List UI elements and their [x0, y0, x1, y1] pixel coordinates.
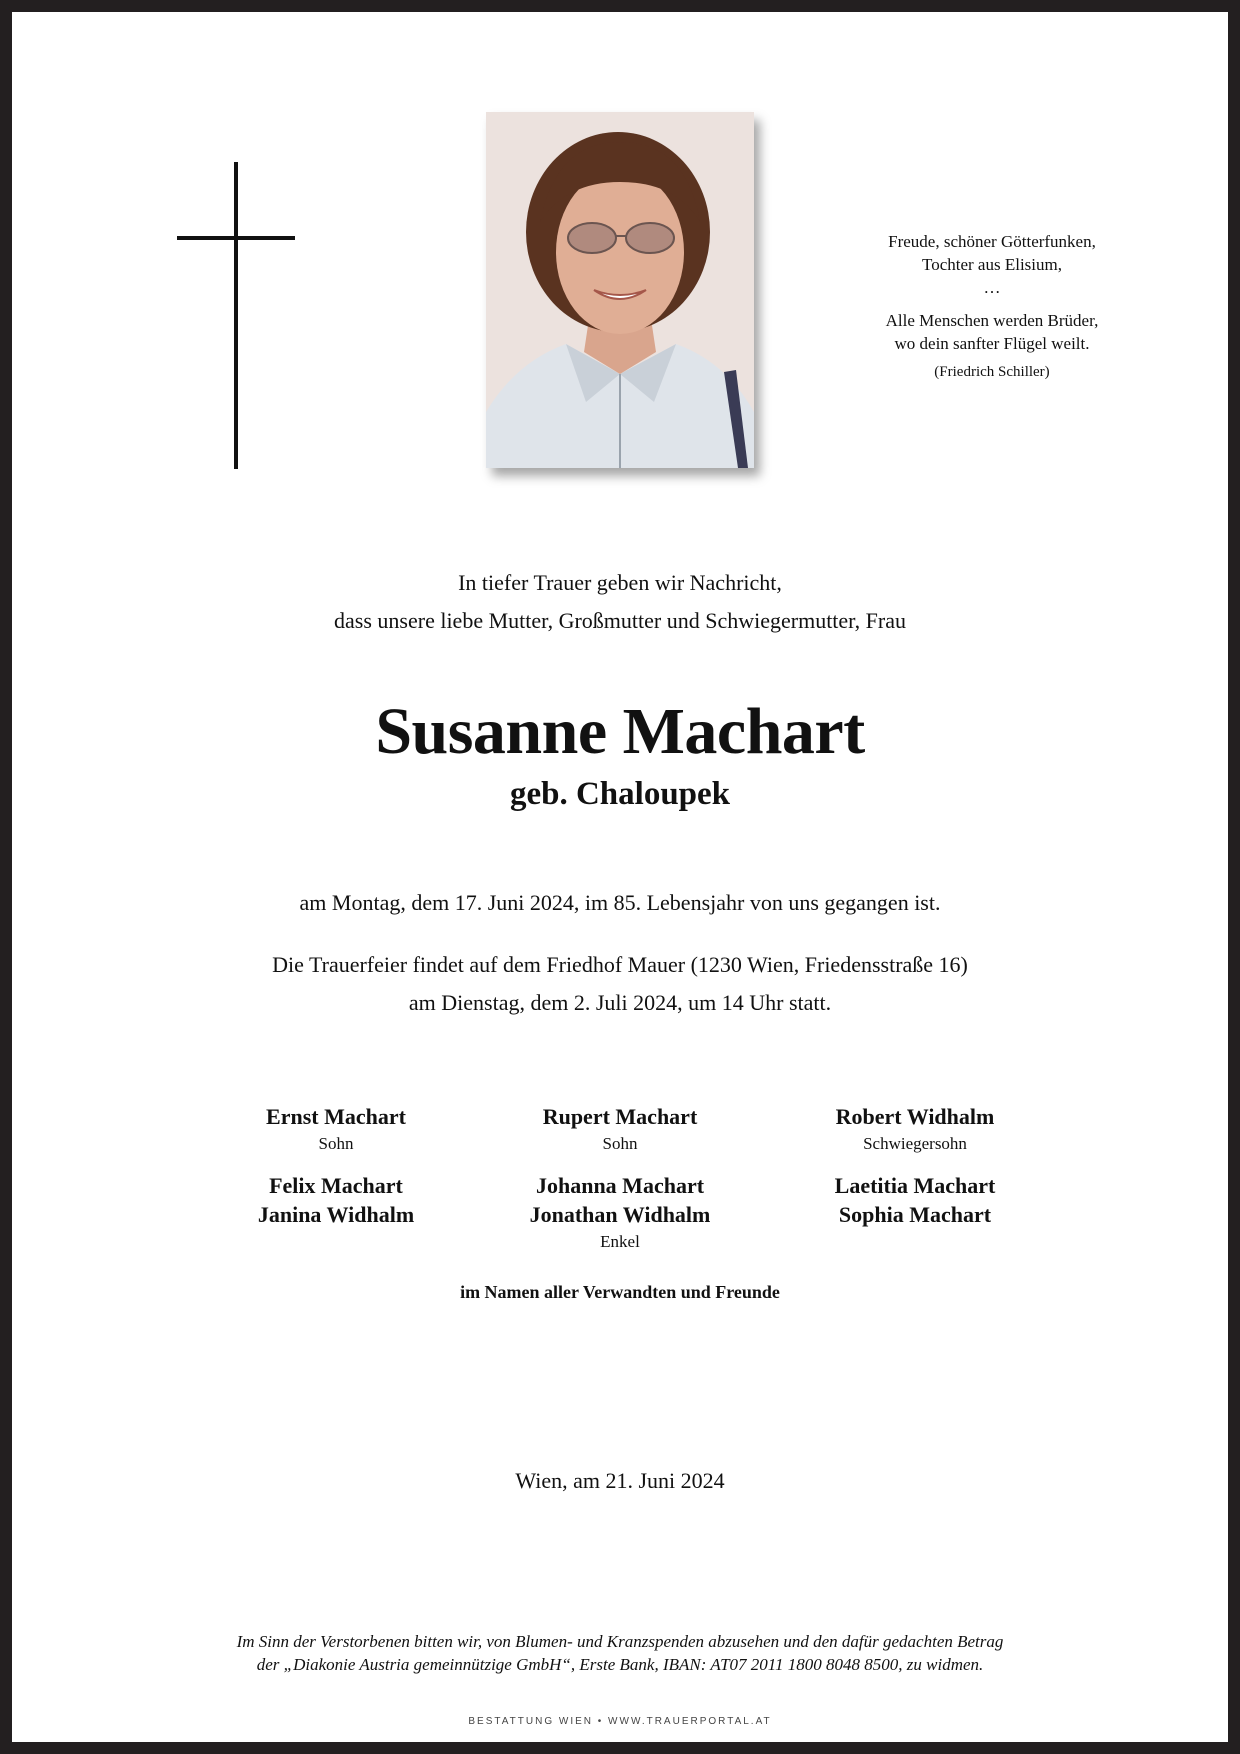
mourner-name: Felix Machart	[269, 1173, 403, 1198]
service-line: Die Trauerfeier findet auf dem Friedhof Mauer (1230 Wien, Friedensstraße 16)	[272, 952, 968, 977]
mourner-name: Rupert Machart	[542, 1104, 698, 1129]
mourner-name: Laetitia Machart	[834, 1173, 996, 1198]
poem-line: wo dein sanfter Flügel weilt.	[894, 334, 1090, 353]
intro-line: In tiefer Trauer geben wir Nachricht,	[458, 570, 782, 595]
donation-request	[12, 1630, 1228, 1676]
intro-text	[12, 564, 1228, 640]
mourner-relation: Sohn	[602, 1134, 638, 1153]
poem-line: Freude, schöner Götterfunken,	[888, 232, 1096, 251]
footer-credit: BESTATTUNG WIEN • WWW.TRAUERPORTAL.AT	[468, 1716, 772, 1727]
mourners-column-3	[735, 1102, 1095, 1229]
mourner-relation: Schwiegersohn	[863, 1134, 967, 1153]
mourner-name: Ernst Machart	[266, 1104, 406, 1129]
obituary-page	[12, 12, 1228, 1742]
poem-author: (Friedrich Schiller)	[934, 364, 1050, 380]
mourner-name: Johanna Machart	[535, 1173, 705, 1198]
maiden-name: geb. Chaloupek	[509, 776, 731, 812]
service-info	[12, 946, 1228, 1022]
donation-line: Im Sinn der Verstorbenen bitten wir, von Blumen- und Kranzspenden abzusehen und den dafür gedachten Betrag	[236, 1632, 1004, 1651]
service-line: am Dienstag, dem 2. Juli 2024, um 14 Uhr statt.	[408, 990, 832, 1015]
donation-line: der „Diakonie Austria gemeinnützige GmbH“, Erste Bank, IBAN: AT07 2011 1800 8048 8500, zu widmen.	[256, 1655, 984, 1674]
death-notice: am Montag, dem 17. Juni 2024, im 85. Lebensjahr von uns gegangen ist.	[299, 890, 941, 915]
portrait-photo	[486, 112, 754, 468]
on-behalf-line: im Namen aller Verwandten und Freunde	[460, 1282, 780, 1302]
mourner-relation: Enkel	[600, 1232, 640, 1251]
poem-line: …	[983, 278, 1001, 297]
intro-line: dass unsere liebe Mutter, Großmutter und Schwiegermutter, Frau	[334, 608, 906, 633]
poem-line: Tochter aus Elisium,	[922, 255, 1062, 274]
deceased-name: Susanne Machart	[375, 695, 865, 768]
mourner-name: Sophia Machart	[838, 1202, 992, 1227]
poem-quote	[842, 230, 1142, 384]
mourner-name: Robert Widhalm	[835, 1104, 995, 1129]
poem-line: Alle Menschen werden Brüder,	[885, 311, 1099, 330]
mourner-name: Jonathan Widhalm	[529, 1202, 711, 1227]
mourner-relation: Sohn	[318, 1134, 354, 1153]
mourner-name: Janina Widhalm	[257, 1202, 415, 1227]
place-date: Wien, am 21. Juni 2024	[515, 1468, 725, 1493]
